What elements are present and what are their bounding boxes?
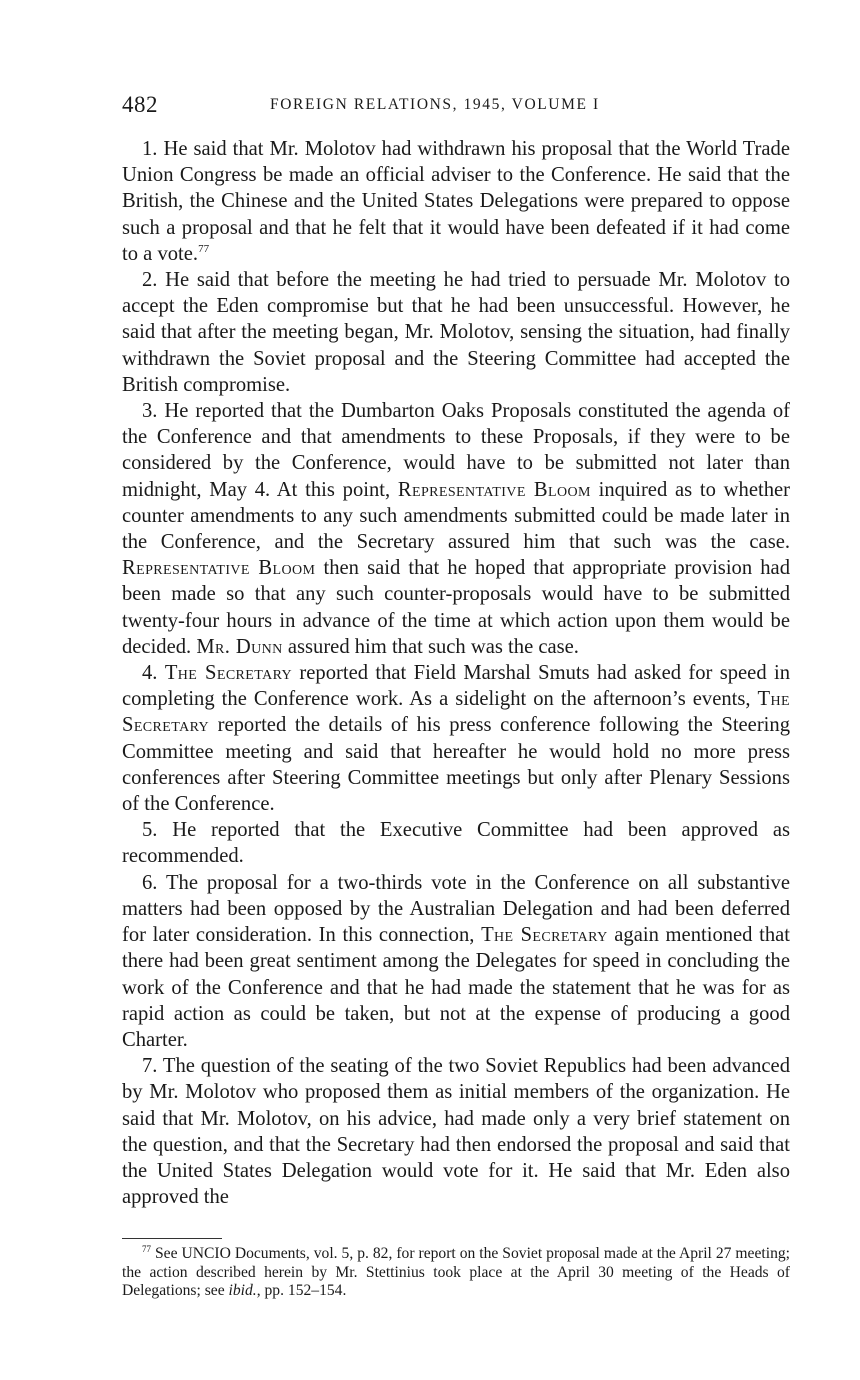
speaker-name: The Secretary <box>481 924 608 947</box>
paragraph-text: again mentioned that there had been great sentiment among the Delegates for speed in concluding the work of the Conference and that he had made the statement that he was for as rapid action as could be taken, but not at the expense of producing a good Charter. <box>122 924 791 1051</box>
footnote-divider <box>122 1238 222 1239</box>
paragraph-5 <box>122 817 790 869</box>
paragraph-text: 1. He said that Mr. Molotov had withdrawn his proposal that the World Trade Union Congress be made an official adviser to the Conference. He said that the British, the Chinese and the United States Delegations were prepared to oppose such a proposal and that he felt that it would have been defeated if it had come to a vote. <box>122 138 790 265</box>
paragraph-text: then said that he hoped that appropriate provision had been made so that any such counter-proposals would have to be submitted twenty-four hours in advance of the time at which action upon them would be decided. <box>122 557 790 658</box>
paragraph-1 <box>122 136 790 267</box>
paragraph-text: 4. <box>142 662 165 685</box>
speaker-name: Representative Bloom <box>122 557 316 580</box>
paragraph-2 <box>122 267 790 398</box>
page-header <box>122 92 790 122</box>
paragraph-4 <box>122 660 790 817</box>
footnote-text-block <box>122 1245 790 1301</box>
footnote <box>122 1245 790 1301</box>
body-text <box>122 136 790 1210</box>
paragraph-text: assured him that such was the case. <box>282 635 579 658</box>
footnote-pages: , pp. 152–154. <box>256 1282 347 1300</box>
paragraph-text: reported that Field Marshal Smuts had asked for speed in completing the Conference work. As a sidelight on the afternoon’s events, <box>122 662 790 711</box>
paragraph-text: 2. He said that before the meeting he had tried to persuade Mr. Molotov to accept the Eden compromise but that he had been unsuccessful. However, he said that after the meeting began, Mr. Molotov, sensing the situation, had finally withdrawn the Soviet proposal and the Steering Committee had accepted the British compromise. <box>122 269 790 396</box>
paragraph-text: 5. He reported that the Executive Committee had been approved as recommended. <box>122 819 790 868</box>
footnote-reference: 77 <box>198 242 210 255</box>
paragraph-text: reported the details of his press conference following the Steering Committee meeting and said that hereafter he would hold no more press conferences after Steering Committee meetings but only after Plenary Sessions of the Conference. <box>122 714 790 816</box>
speaker-name: The Secretary <box>164 662 293 685</box>
footnote-marker: 77 <box>142 1243 151 1254</box>
paragraph-3 <box>122 398 790 660</box>
paragraph-text: 7. The question of the seating of the two Soviet Republics had been advanced by Mr. Molotov who proposed them as initial members of the organization. He said that Mr. Molotov, on his advice, had made only a very brief statement on the question, and that the Secretary had then endorsed the proposal and said that the United States Delegation would vote for it. He said that Mr. Eden also approved the <box>122 1055 790 1209</box>
speaker-name: The Secretary <box>122 688 790 737</box>
paragraph-text: 6. The proposal for a two-thirds vote in the Conference on all substantive matters had been opposed by the Australian Delegation and had been deferred for later consideration. In this connection, <box>122 871 790 947</box>
paragraph-6 <box>122 870 790 1053</box>
speaker-name: Representative Bloom <box>397 478 591 501</box>
speaker-name: Mr. Dunn <box>196 635 283 658</box>
paragraph-7 <box>122 1053 790 1210</box>
footnote-ibid: ibid. <box>228 1282 257 1300</box>
footnote-text: See UNCIO Documents, vol. 5, p. 82, for report on the Soviet proposal made at the April 27 meeting; the action described herein by Mr. Stettinius took place at the April 30 meeting of the Heads of Delegations; see <box>122 1245 790 1300</box>
page-number: 482 <box>122 92 158 117</box>
paragraph-text: 3. He reported that the Dumbarton Oaks Proposals constituted the agenda of the Conference and that amendments to these Proposals, if they were to be considered by the Conference, would have to be submitted not later than midnight, May 4. At this point, <box>122 400 790 501</box>
paragraph-text: inquired as to whether counter amendments to any such amendments submitted could be made later in the Conference, and the Secretary assured him that such was the case. <box>122 478 790 554</box>
running-head: FOREIGN RELATIONS, 1945, VOLUME I <box>270 96 600 113</box>
